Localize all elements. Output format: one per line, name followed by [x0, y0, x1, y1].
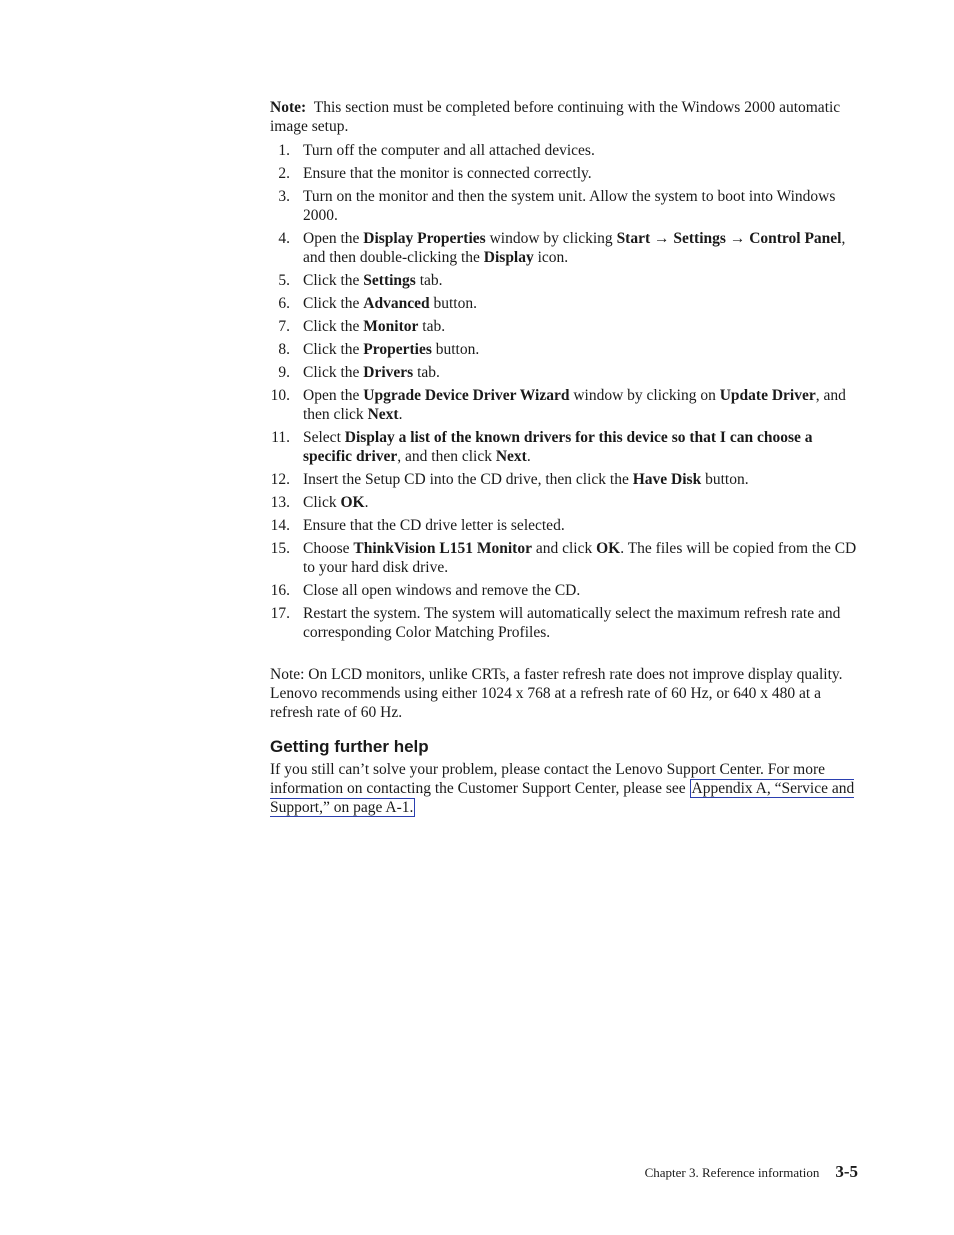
step-ui-term: Settings [673, 230, 726, 247]
step-number: 10. [270, 387, 290, 404]
help-paragraph [270, 760, 862, 817]
step-ui-term: → [725, 230, 750, 247]
setup-steps-list [270, 141, 862, 642]
step-ui-term: Settings [363, 272, 416, 289]
step-number: 12. [270, 471, 290, 488]
step-ui-term: Next [367, 406, 399, 423]
step-number: 1. [278, 142, 290, 159]
step-text: Select [303, 429, 345, 446]
step-text: Ensure that the monitor is connected correctly. [303, 165, 592, 182]
list-item [270, 493, 862, 512]
list-item [270, 581, 862, 600]
step-text: tab. [418, 318, 446, 335]
setup-note [270, 98, 862, 136]
step-text: . [398, 406, 403, 423]
help-text: If you still can’t solve your problem, please contact the Lenovo Support Center. For more information on contacting the Customer Support Center, please see [270, 761, 826, 797]
list-item [270, 363, 862, 382]
step-ui-term: Next [495, 448, 527, 465]
step-text: Restart the system. The system will automatically select the maximum refresh rate and corresponding Color Matching Profiles. [303, 605, 841, 641]
list-item [270, 539, 862, 577]
step-ui-term: Control Panel [749, 230, 842, 247]
step-ui-term: Drivers [363, 364, 414, 381]
step-ui-term: OK [340, 494, 365, 511]
step-ui-term: → [650, 230, 674, 247]
list-item [270, 604, 862, 642]
appendix-link[interactable]: Appendix A, “Service and Support,” on page A-1. [270, 780, 855, 816]
page-content [270, 98, 862, 817]
step-ui-term: OK [596, 540, 621, 557]
page-footer [645, 1162, 858, 1182]
list-item [270, 187, 862, 225]
step-text: and click [531, 540, 597, 557]
step-number: 4. [278, 230, 290, 247]
step-text: Ensure that the CD drive letter is selected. [303, 517, 565, 534]
step-ui-term: Properties [363, 341, 432, 358]
step-number: 11. [271, 429, 290, 446]
step-ui-term: Upgrade Device Driver Wizard [363, 387, 570, 404]
step-text: button. [431, 341, 480, 358]
step-text: . The files will be copied from the CD to your hard disk drive. [303, 540, 857, 576]
list-item [270, 386, 862, 424]
step-text: Click the [303, 295, 364, 312]
step-number: 8. [278, 341, 290, 358]
list-item [270, 340, 862, 359]
step-number: 13. [270, 494, 290, 511]
step-text: Turn on the monitor and then the system unit. Allow the system to boot into Windows 2000. [303, 188, 836, 224]
step-ui-term: Display a list of the known drivers for this device so that I can choose a specific driver [303, 429, 813, 465]
step-number: 14. [270, 517, 290, 534]
list-item [270, 470, 862, 489]
list-item [270, 516, 862, 535]
step-number: 7. [278, 318, 290, 335]
step-text: tab. [413, 364, 440, 381]
step-text: . [526, 448, 531, 465]
step-ui-term: Have Disk [632, 471, 702, 488]
step-text: Open the [303, 230, 364, 247]
step-ui-term: Start [616, 230, 651, 247]
step-text: tab. [415, 272, 443, 289]
step-ui-term: Advanced [363, 295, 430, 312]
step-text: icon. [533, 249, 569, 266]
step-text: , and then click [303, 387, 846, 423]
step-text: Turn off the computer and all attached devices. [303, 142, 595, 159]
step-text: Open the [303, 387, 364, 404]
list-item [270, 317, 862, 336]
step-ui-term: Monitor [363, 318, 419, 335]
step-text: button. [701, 471, 749, 488]
step-text: , and then click [397, 448, 496, 465]
step-number: 17. [270, 605, 290, 622]
step-text: window by clicking on [569, 387, 720, 404]
page-number: 3-5 [835, 1162, 858, 1181]
step-text: button. [429, 295, 477, 312]
step-ui-term: ThinkVision L151 Monitor [353, 540, 532, 557]
step-ui-term: Display [483, 249, 534, 266]
note-label: Note: [270, 99, 307, 116]
step-text: Click the [303, 364, 364, 381]
step-text: Close all open windows and remove the CD. [303, 582, 581, 599]
step-text: Insert the Setup CD into the CD drive, then click the [303, 471, 633, 488]
list-item [270, 428, 862, 466]
refresh-rate-note: Note: On LCD monitors, unlike CRTs, a faster refresh rate does not improve display quality. Lenovo recommends using either 1024 x 768 at a refresh rate of 60 Hz, or 640 x 480 at a refresh rate of 60 Hz. [270, 666, 843, 721]
step-text: Click the [303, 318, 364, 335]
step-text: Click the [303, 341, 364, 358]
step-ui-term: Update Driver [719, 387, 816, 404]
section-heading: Getting further help [270, 737, 429, 756]
note-text: This section must be completed before continuing with the Windows 2000 automatic image setup. [270, 99, 841, 135]
step-ui-term: Display Properties [363, 230, 486, 247]
step-number: 15. [270, 540, 290, 557]
step-text: Click [303, 494, 341, 511]
step-number: 16. [270, 582, 290, 599]
step-number: 2. [278, 165, 290, 182]
chapter-label: Chapter 3. Reference information [644, 1165, 820, 1180]
step-text: , and then double-clicking the [303, 230, 846, 266]
list-item [270, 229, 862, 267]
list-item [270, 164, 862, 183]
step-number: 5. [278, 272, 290, 289]
step-text: Choose [303, 540, 354, 557]
step-number: 3. [278, 188, 290, 205]
list-item [270, 141, 862, 160]
step-number: 6. [278, 295, 290, 312]
list-item [270, 271, 862, 290]
step-text: Click the [303, 272, 364, 289]
step-number: 9. [278, 364, 290, 381]
step-text: . [364, 494, 369, 511]
list-item [270, 294, 862, 313]
step-text: window by clicking [485, 230, 617, 247]
